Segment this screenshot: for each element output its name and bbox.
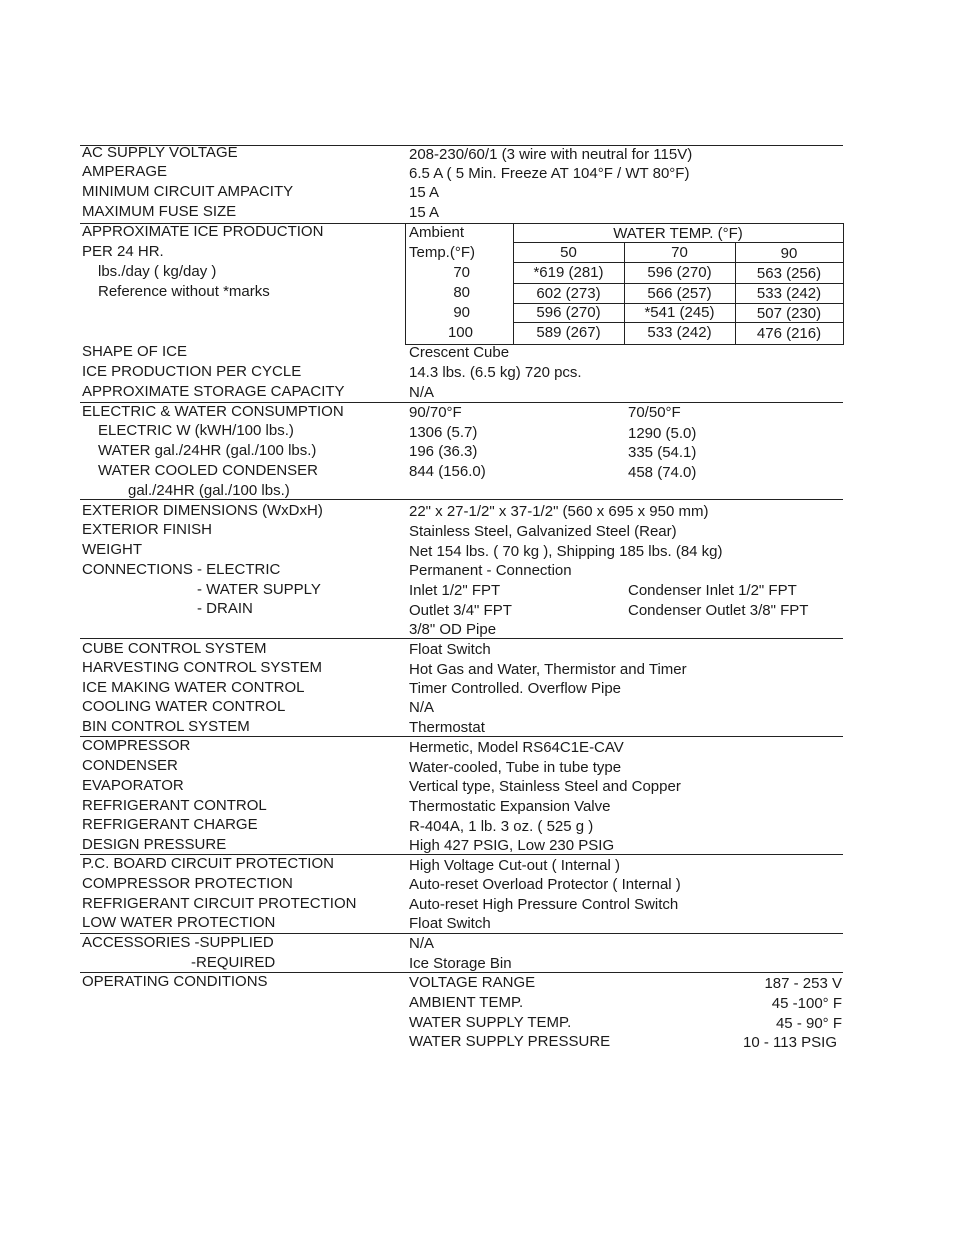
spec-value: High Voltage Cut-out ( Internal ) <box>409 857 620 874</box>
spec-label: REFRIGERANT CONTROL <box>82 797 267 814</box>
spec-value: Permanent - Connection <box>409 562 572 579</box>
spec-value: 15 A <box>409 184 440 201</box>
spec-value: 844 (156.0) <box>409 463 486 480</box>
table-row-ambient: 90 <box>453 304 470 321</box>
spec-value: Condenser Outlet 3/8" FPT <box>628 602 809 619</box>
spec-label: COOLING WATER CONTROL <box>82 698 286 715</box>
spec-value: 1290 (5.0) <box>628 425 697 442</box>
spec-label: EXTERIOR DIMENSIONS (WxDxH) <box>82 502 323 519</box>
table-cell: *541 (245) <box>644 304 715 321</box>
spec-label: COMPRESSOR <box>82 737 191 754</box>
table-cell: 533 (242) <box>756 285 822 302</box>
spec-value: R-404A, 1 lb. 3 oz. ( 525 g ) <box>409 818 594 835</box>
spec-label: REFRIGERANT CIRCUIT PROTECTION <box>82 895 357 912</box>
spec-label: - WATER SUPPLY <box>197 581 321 598</box>
spec-value: Water-cooled, Tube in tube type <box>409 759 622 776</box>
table-corner-top: Ambient <box>409 224 465 241</box>
table-column-header: 90 <box>780 245 798 262</box>
spec-label: MAXIMUM FUSE SIZE <box>82 203 237 220</box>
spec-value: Vertical type, Stainless Steel and Copper <box>409 778 681 795</box>
table-cell: 563 (256) <box>756 265 822 282</box>
spec-label: ACCESSORIES -SUPPLIED <box>82 934 274 951</box>
spec-label: SHAPE OF ICE <box>82 343 188 360</box>
spec-value: Ice Storage Bin <box>409 955 512 972</box>
spec-label: ICE MAKING WATER CONTROL <box>82 679 305 696</box>
spec-value: Inlet 1/2" FPT <box>409 582 501 599</box>
table-cell: 589 (267) <box>536 324 601 341</box>
spec-value: Net 154 lbs. ( 70 kg ), Shipping 185 lbs. (84 kg) <box>409 543 723 560</box>
spec-value: 22" x 27-1/2" x 37-1/2" (560 x 695 x 950 mm) <box>409 503 709 520</box>
operating-condition-value: 10 - 113 PSIG <box>743 1034 837 1051</box>
spec-value: 458 (74.0) <box>628 464 697 481</box>
operating-condition-name: AMBIENT TEMP. <box>409 994 524 1011</box>
table-cell: 596 (270) <box>536 304 601 321</box>
spec-value: 14.3 lbs. (6.5 kg) 720 pcs. <box>409 364 582 381</box>
spec-label: WATER gal./24HR (gal./100 lbs.) <box>98 442 317 459</box>
table-cell: *619 (281) <box>533 264 604 281</box>
operating-condition-name: WATER SUPPLY TEMP. <box>409 1014 572 1031</box>
spec-value: 15 A <box>409 204 440 221</box>
spec-value: High 427 PSIG, Low 230 PSIG <box>409 837 615 854</box>
spec-label: - DRAIN <box>197 600 253 617</box>
spec-value: Auto-reset Overload Protector ( Internal ) <box>409 876 681 893</box>
table-corner-bottom: Temp.(°F) <box>409 244 475 261</box>
spec-label: AC SUPPLY VOLTAGE <box>82 144 238 161</box>
spec-label: AMPERAGE <box>82 163 168 180</box>
table-row-ambient: 80 <box>453 284 470 301</box>
spec-label: ELECTRIC & WATER CONSUMPTION <box>82 403 344 420</box>
spec-value: 1306 (5.7) <box>409 424 478 441</box>
table-cell: 533 (242) <box>647 324 712 341</box>
spec-label: gal./24HR (gal./100 lbs.) <box>128 482 290 499</box>
spec-value: 208-230/60/1 (3 wire with neutral for 115V) <box>409 146 693 163</box>
spec-label: WATER COOLED CONDENSER <box>98 462 319 479</box>
spec-label: CONDENSER <box>82 757 178 774</box>
spec-label: -REQUIRED <box>191 954 276 971</box>
spec-label: COMPRESSOR PROTECTION <box>82 875 293 892</box>
spec-value: Thermostatic Expansion Valve <box>409 798 611 815</box>
operating-condition-value: 45 -100° F <box>771 995 842 1012</box>
spec-label: lbs./day ( kg/day ) <box>98 263 217 280</box>
spec-value: Timer Controlled. Overflow Pipe <box>409 680 622 697</box>
spec-value: 90/70°F <box>409 404 462 421</box>
operating-condition-name: VOLTAGE RANGE <box>409 974 536 991</box>
spec-value: 335 (54.1) <box>628 444 697 461</box>
spec-label: OPERATING CONDITIONS <box>82 973 268 990</box>
spec-value: 3/8" OD Pipe <box>409 621 497 638</box>
spec-value: 196 (36.3) <box>409 443 478 460</box>
spec-value: Auto-reset High Pressure Control Switch <box>409 896 679 913</box>
table-cell: 566 (257) <box>647 285 712 302</box>
spec-label: Reference without *marks <box>98 283 270 300</box>
operating-condition-value: 45 - 90° F <box>775 1015 842 1032</box>
spec-value: N/A <box>409 935 435 952</box>
spec-label: WEIGHT <box>82 541 142 558</box>
operating-condition-value: 187 - 253 V <box>764 975 842 992</box>
spec-label: P.C. BOARD CIRCUIT PROTECTION <box>82 855 334 872</box>
spec-label: APPROXIMATE ICE PRODUCTION <box>82 223 324 240</box>
spec-value: N/A <box>409 384 435 401</box>
spec-label: HARVESTING CONTROL SYSTEM <box>82 659 323 676</box>
spec-value: Outlet 3/4" FPT <box>409 602 512 619</box>
spec-label: CUBE CONTROL SYSTEM <box>82 640 267 657</box>
operating-condition-name: WATER SUPPLY PRESSURE <box>409 1033 611 1050</box>
table-cell: 602 (273) <box>536 285 601 302</box>
table-cell: 476 (216) <box>756 325 822 342</box>
spec-label: ICE PRODUCTION PER CYCLE <box>82 363 302 380</box>
spec-label: CONNECTIONS - ELECTRIC <box>82 561 281 578</box>
spec-label: DESIGN PRESSURE <box>82 836 227 853</box>
spec-value: Hermetic, Model RS64C1E-CAV <box>409 739 624 756</box>
spec-label: EXTERIOR FINISH <box>82 521 213 538</box>
table-group-header: WATER TEMP. (°F) <box>613 225 743 242</box>
spec-value: Float Switch <box>409 641 491 658</box>
spec-value: Stainless Steel, Galvanized Steel (Rear) <box>409 523 677 540</box>
table-column-header: 70 <box>671 244 688 261</box>
spec-value: Hot Gas and Water, Thermistor and Timer <box>409 661 687 678</box>
spec-label: BIN CONTROL SYSTEM <box>82 718 250 735</box>
table-cell: 507 (230) <box>756 305 822 322</box>
spec-value: 6.5 A ( 5 Min. Freeze AT 104°F / WT 80°F) <box>409 165 690 182</box>
spec-label: PER 24 HR. <box>82 243 164 260</box>
table-row-ambient: 70 <box>453 264 470 281</box>
spec-label: APPROXIMATE STORAGE CAPACITY <box>82 383 345 400</box>
spec-value: N/A <box>409 699 435 716</box>
spec-value: Float Switch <box>409 915 491 932</box>
spec-label: MINIMUM CIRCUIT AMPACITY <box>82 183 294 200</box>
spec-label: REFRIGERANT CHARGE <box>82 816 258 833</box>
spec-label: LOW WATER PROTECTION <box>82 914 276 931</box>
spec-label: EVAPORATOR <box>82 777 184 794</box>
table-cell: 596 (270) <box>647 264 712 281</box>
spec-label: ELECTRIC W (kWH/100 lbs.) <box>98 422 294 439</box>
table-column-header: 50 <box>560 244 577 261</box>
spec-value: Crescent Cube <box>409 344 510 361</box>
spec-value: Thermostat <box>409 719 485 736</box>
spec-value: 70/50°F <box>628 404 681 421</box>
spec-value: Condenser Inlet 1/2" FPT <box>628 582 797 599</box>
table-row-ambient: 100 <box>447 324 473 341</box>
